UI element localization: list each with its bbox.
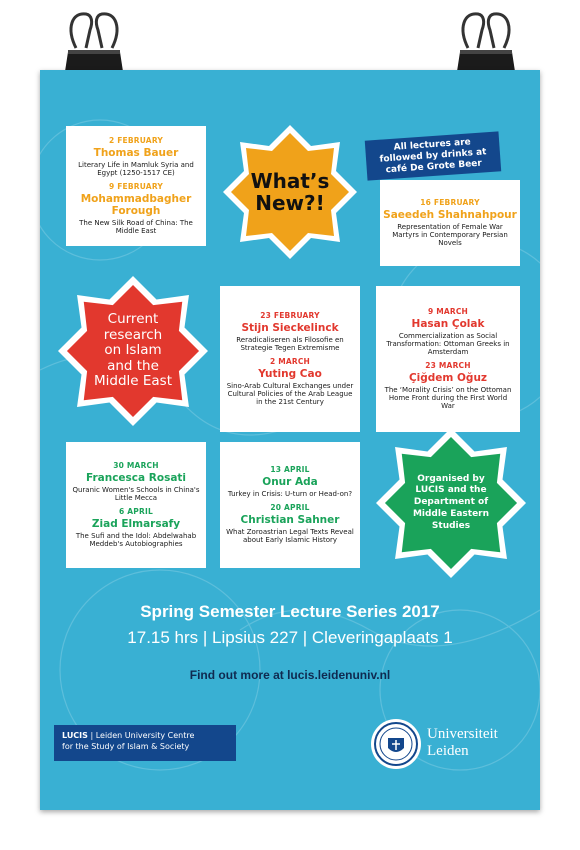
lecture-date: 13 APRIL: [270, 465, 310, 475]
whats-new-star: [223, 125, 357, 259]
lecture-topic: The Sufi and the Idol: Abdelwahab Meddeb's Autobiographies: [75, 531, 197, 548]
lecture-date: 6 APRIL: [119, 507, 153, 516]
lecture-topic: The ‘Morality Crisis’ on the Ottoman Home Front during the First World War: [384, 385, 512, 410]
lecture-date: 2 FEBRUARY: [108, 136, 164, 146]
organised-text: Organised by LUCIS and the Department of Middle Eastern Studies: [412, 473, 490, 531]
lecture-topic: Sino-Arab Cultural Exchanges under Cultural Policies of the Arab League in the 21st Century: [226, 381, 354, 406]
lucis-abbr: LUCIS: [62, 731, 88, 740]
find-more-link[interactable]: Find out more at lucis.leidenuniv.nl: [189, 668, 391, 682]
binder-clip-right-icon: [454, 8, 518, 78]
current-research-star: [58, 276, 208, 426]
current-research-text: Current research on Islam and the Middle East: [94, 311, 173, 390]
lecture-date: 9 MARCH: [427, 307, 469, 317]
lecturer-name: Saeedeh Shahnahpour: [383, 208, 517, 221]
lecture-topic: Representation of Female War Martyrs in Contemporary Persian Novels: [392, 222, 508, 247]
lecture-card-4: [376, 286, 520, 432]
lecturer-name: Thomas Bauer: [93, 146, 179, 159]
lecture-card-2: [380, 180, 520, 266]
lecture-card-1: [66, 126, 206, 246]
university-line2: Leiden: [427, 743, 469, 760]
lecture-topic: Turkey in Crisis: U-turn or Head-on?: [227, 489, 353, 498]
lecturer-name: Yuting Cao: [258, 367, 322, 380]
lecture-date: 9 FEBRUARY: [108, 181, 164, 191]
lecturer-name: Francesca Rosati: [85, 471, 187, 484]
lecturer-name: Onur Ada: [262, 475, 318, 488]
lecture-date: 16 FEBRUARY: [420, 198, 480, 208]
lecturer-name: Hasan Çolak: [411, 317, 485, 330]
university-line1: Universiteit: [427, 726, 498, 742]
leiden-seal-icon: [370, 718, 422, 770]
drinks-banner-text: All lectures are followed by drinks at café De Grote Beer: [379, 137, 487, 175]
lecture-topic: Commercialization as Social Transformation: Ottoman Greeks in Amsterdam: [386, 331, 510, 356]
binder-clip-left-icon: [62, 8, 126, 78]
lucis-logo: [54, 725, 236, 761]
lecture-card-6: [220, 442, 360, 568]
whats-new-text: What’s New?!: [250, 169, 330, 215]
organised-star: [376, 428, 526, 578]
lecture-card-5: [66, 442, 206, 568]
lecturer-name: Mohammadbagher Forough: [80, 192, 192, 217]
university-name: [427, 726, 498, 761]
lecturer-name: Christian Sahner: [240, 513, 340, 526]
series-details: 17.15 hrs | Lipsius 227 | Cleveringaplaats 1: [127, 628, 453, 647]
lecture-date: 30 MARCH: [113, 461, 159, 471]
lecture-topic: The New Silk Road of China: The Middle East: [79, 218, 193, 235]
lecture-date: 23 MARCH: [425, 361, 471, 370]
series-title: Spring Semester Lecture Series 2017: [140, 602, 440, 621]
lecturer-name: Ziad Elmarsafy: [91, 517, 181, 530]
lecture-topic: Literary Life in Mamluk Syria and Egypt (1250-1517 CE): [78, 160, 194, 177]
lecture-topic: What Zoroastrian Legal Texts Reveal about Early Islamic History: [226, 527, 354, 544]
lecture-date: 23 FEBRUARY: [260, 311, 320, 321]
lecture-date: 2 MARCH: [269, 356, 311, 366]
poster: [40, 70, 540, 810]
lecture-topic: Reradicaliseren als Filosofie en Strategie Tegen Extremisme: [236, 335, 344, 352]
lucis-line2: for the Study of Islam & Society: [62, 741, 190, 751]
lecture-date: 20 APRIL: [270, 502, 310, 512]
lecturer-name: Çiğdem Oğuz: [408, 371, 488, 384]
lucis-line1: | Leiden University Centre: [87, 731, 195, 740]
lecture-card-3: [220, 286, 360, 432]
lecture-topic: Quranic Women's Schools in China's Little Mecca: [72, 485, 200, 502]
lecturer-name: Stijn Sieckelinck: [241, 321, 339, 334]
